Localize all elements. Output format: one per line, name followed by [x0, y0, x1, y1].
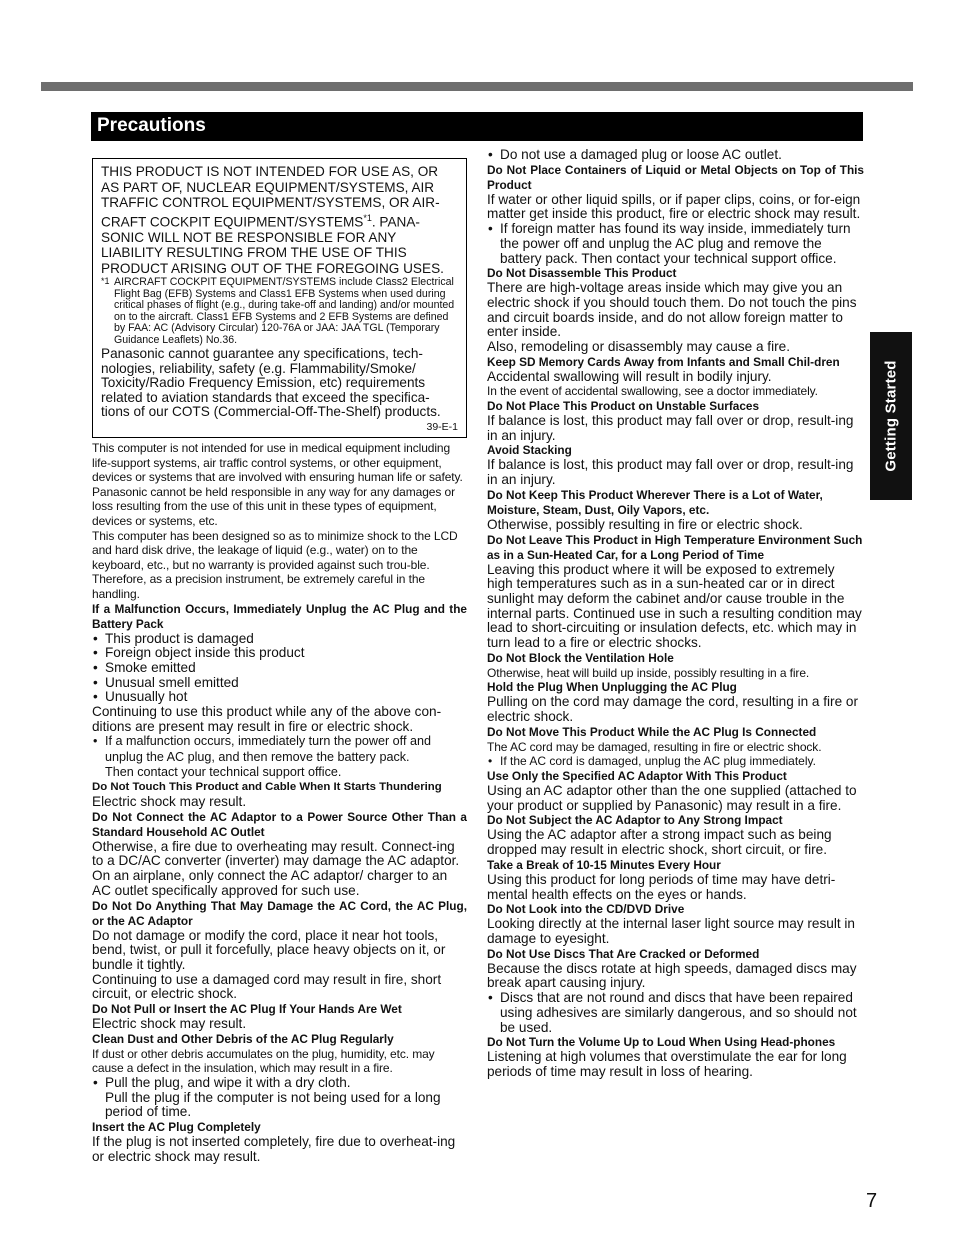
list-item: • Discs that are not round and discs that have been repaired using adhesives are similarly dangerous, and so should not be used. [487, 991, 864, 1035]
section-heading: Do Not Use Discs That Are Cracked or Deformed [487, 946, 760, 961]
section-body: There are high-voltage areas inside which may give you an electric shock if you should touch them. Do not touch the pins and circuit boards inside, and do not allow foreign matter to enter inside. [487, 280, 857, 340]
section-heading: Do Not Look into the CD/DVD Drive [487, 902, 685, 917]
discs-list [487, 991, 864, 1035]
section-heading: Do Not Keep This Product Wherever There is a Lot of Water, Moisture, Steam, Dust, Oily Vapors, etc. [487, 487, 823, 517]
section-heading: Do Not Place This Product on Unstable Surfaces [487, 399, 760, 414]
section-heading: Take a Break of 10-15 Minutes Every Hour [487, 857, 721, 872]
section-heading: Do Not Touch This Product and Cable When It Starts Thundering [92, 781, 442, 794]
section-body: The AC cord may be damaged, resulting in fire or electric shock. [487, 739, 822, 754]
malfunction-list [92, 632, 467, 706]
section-body: Otherwise, a fire due to overheating may result. Connect-ing to a DC/AC converter (inverter) may damage the AC adaptor. On an airplane, only connect the AC adaptor/ charger to an AC outlet specifically approved for such use. [92, 838, 460, 898]
list-item: • Foreign object inside this product [92, 646, 467, 661]
right-column [487, 148, 864, 1080]
list-item-continuation: Pull the plug if the computer is not being used for a long period of time. [105, 1089, 441, 1120]
list-item: • Unusually hot [92, 690, 467, 705]
warning-main-part-b: . PANA-SONIC WILL NOT BE RESPONSIBLE FOR ANY LIABILITY RESULTING FROM THE USE OF THIS PRODUCT ARISING OUT OF THE FOREGOING USES. [101, 214, 444, 276]
section-heading: Insert the AC Plug Completely [92, 1120, 261, 1135]
section-body: Listening at high volumes that overstimulate the ear for long periods of time may result in loss of hearing. [487, 1049, 847, 1079]
list-item: • If a malfunction occurs, immediately turn the power off and unplug the AC plug, and then remove the battery pack. [92, 734, 467, 764]
section-heading: Do Not Leave This Product in High Temperature Environment Such as in a Sun-Heated Car, for a Long Period of Time [487, 532, 863, 562]
liquid-list [487, 222, 864, 266]
warning-code: 39-E-1 [426, 421, 458, 433]
section-heading: If a Malfunction Occurs, Immediately Unplug the AC Plug and the Battery Pack [92, 601, 467, 631]
section-body: If dust or other debris accumulates on the plug, humidity, etc. may cause a defect in the insulation, which may result in a fire. [92, 1046, 435, 1076]
list-item: • Pull the plug, and wipe it with a dry cloth. [92, 1076, 467, 1091]
footnote-text: AIRCRAFT COCKPIT EQUIPMENT/SYSTEMS include Class2 Electrical Flight Bag (EFB) Systems and Class1 EFB Systems when used during critical phases of flight (e.g., during take-off and landing) and/or mounted on to the aircraft. Class1 EFB Systems and 2 EFB Systems are defined by FAA: AC (Advisory Circular) 120-76A or JAA: JAA TGL (Temporary Guidance Leaflets) No.36. [114, 276, 455, 346]
section-body: Using the AC adaptor after a strong impact such as being dropped may result in electric shock, short circuit, or fire. [487, 827, 832, 858]
section-body: Continuing to use a damaged cord may result in fire, short circuit, or electric shock. [92, 971, 442, 1002]
list-item: • If foreign matter has found its way inside, immediately turn the power off and unplug the AC plug and remove the battery pack. Then contact your technical support office. [487, 222, 864, 266]
section-heading: Do Not Subject the AC Adaptor to Any Strong Impact [487, 813, 783, 828]
section-heading: Clean Dust and Other Debris of the AC Plug Regularly [92, 1031, 394, 1046]
section-heading: Do Not Move This Product While the AC Plug Is Connected [487, 724, 817, 739]
section-title-bar [91, 112, 863, 141]
malfunction-action-list [92, 734, 467, 764]
list-item: • If the AC cord is damaged, unplug the AC plug immediately. [487, 754, 864, 769]
dust-list [92, 1076, 467, 1091]
plug-list [487, 148, 864, 163]
list-item: • This product is damaged [92, 632, 467, 647]
chapter-side-tab [870, 332, 912, 500]
section-heading: Use Only the Specified AC Adaptor With This Product [487, 769, 787, 784]
top-divider-bar [41, 82, 913, 91]
section-body: Electric shock may result. [92, 1016, 247, 1032]
section-heading: Do Not Pull or Insert the AC Plug If Your Hands Are Wet [92, 1002, 402, 1017]
section-body: Also, remodeling or disassembly may cause a fire. [487, 339, 790, 355]
section-body: Continuing to use this product while any of the above con-ditions are present may result in fire or electric shock. [92, 704, 442, 734]
section-heading: Hold the Plug When Unplugging the AC Plug [487, 680, 737, 695]
section-body: Using an AC adaptor other than the one supplied (attached to your product or supplied by Panasonic) may result in a fire. [487, 783, 857, 813]
shock-design-notice: This computer has been designed so as to minimize shock to the LCD and hard disk drive, the leakage of liquid (e.g., water) on to the keyboard, etc., but no warranty is provided against such trou-ble. Therefore, as a precision instrument, be extremely careful in the handling. [92, 528, 458, 601]
section-body: If the plug is not inserted completely, fire due to overheat-ing or electric shock may result. [92, 1134, 456, 1164]
warning-body-text: Panasonic cannot guarantee any specifications, tech-nologies, reliability, safety (e.g. Flammability/Smoke/ Toxicity/Radio Frequency Emission, etc) requirements related to aviation standards that exceed the specifica-tions of our COTS (Commercial-Off-The-Shelf) products. [101, 346, 441, 420]
chapter-side-tab-label: Getting Started [882, 360, 900, 472]
warning-main-text [101, 164, 458, 276]
section-heading: Do Not Connect the AC Adaptor to a Power Source Other Than a Standard Household AC Outlet [92, 809, 467, 839]
page-title: Precautions [97, 115, 206, 136]
list-item: • Unusual smell emitted [92, 676, 467, 691]
section-body: Otherwise, heat will build up inside, possibly resulting in a fire. [487, 665, 810, 680]
section-heading: Avoid Stacking [487, 443, 572, 458]
list-item: • Smoke emitted [92, 661, 467, 676]
left-column [92, 158, 467, 1165]
section-body: Accidental swallowing will result in bodily injury. [487, 368, 772, 384]
section-note: In the event of accidental swallowing, see a doctor immediately. [487, 384, 818, 399]
section-body: If water or other liquid spills, or if paper clips, coins, or for-eign matter get inside this product, fire or electric shock may result. [487, 191, 861, 222]
moving-list [487, 754, 864, 769]
warning-main-part-a: THIS PRODUCT IS NOT INTENDED FOR USE AS, OR AS PART OF, NUCLEAR EQUIPMENT/SYSTEMS, AIR TRAFFIC CONTROL EQUIPMENT/SYSTEMS, OR AIR-CRAFT COCKPIT EQUIPMENT/SYSTEMS [101, 164, 440, 230]
section-heading: Do Not Block the Ventilation Hole [487, 650, 674, 665]
aviation-warning-box [92, 158, 467, 438]
section-heading: Keep SD Memory Cards Away from Infants and Small Chil-dren [487, 354, 840, 369]
section-body: Do not damage or modify the cord, place it near hot tools, bend, twist, or pull it forcefully, place heavy objects on it, or bundle it tightly. [92, 927, 446, 972]
section-body: Pulling on the cord may damage the cord, resulting in a fire or electric shock. [487, 694, 859, 725]
section-body: Looking directly at the internal laser light source may result in damage to eyesight. [487, 916, 855, 946]
list-item-continuation: Then contact your technical support office. [105, 764, 342, 779]
footnote-mark: *1 [101, 276, 110, 287]
section-body: Using this product for long periods of time may have detri-mental health effects on the eyes or hands. [487, 871, 836, 902]
section-heading: Do Not Place Containers of Liquid or Metal Objects on Top of This Product [487, 162, 864, 192]
page-number: 7 [866, 1190, 878, 1212]
warning-footnote [101, 277, 458, 346]
warning-footnote-ref: *1 [363, 212, 372, 223]
section-body: Because the discs rotate at high speeds, damaged discs may break apart causing injury. [487, 960, 857, 991]
section-body: If balance is lost, this product may fall over or drop, result-ing in an injury. [487, 413, 854, 443]
section-heading: Do Not Do Anything That May Damage the AC Cord, the AC Plug, or the AC Adaptor [92, 898, 467, 928]
section-heading: Do Not Disassemble This Product [487, 266, 677, 281]
section-body: If balance is lost, this product may fall over or drop, result-ing in an injury. [487, 457, 854, 488]
medical-notice: This computer is not intended for use in medical equipment including life-support systems, air traffic control systems, or other equipment, devices or systems that are involved with ensuring human life or safety. Panasonic cannot be held responsible in any way for any damages or loss resulting from the use of this unit in these types of equipment, devices or systems, etc. [92, 441, 463, 528]
list-item: • Do not use a damaged plug or loose AC outlet. [487, 148, 864, 163]
section-body: Electric shock may result. [92, 794, 247, 810]
section-body: Leaving this product where it will be exposed to extremely high temperatures such as in a sun-heated car or in direct sunlight may deform the cabinet and/or cause trouble in the internal parts. Continued use in such a resulting condition may lead to short-circuiting or insulation defects, etc. which may in turn lead to a fire or electric shocks. [487, 561, 862, 651]
section-body: Otherwise, possibly resulting in fire or electric shock. [487, 516, 803, 532]
section-heading: Do Not Turn the Volume Up to Loud When Using Head-phones [487, 1035, 836, 1050]
